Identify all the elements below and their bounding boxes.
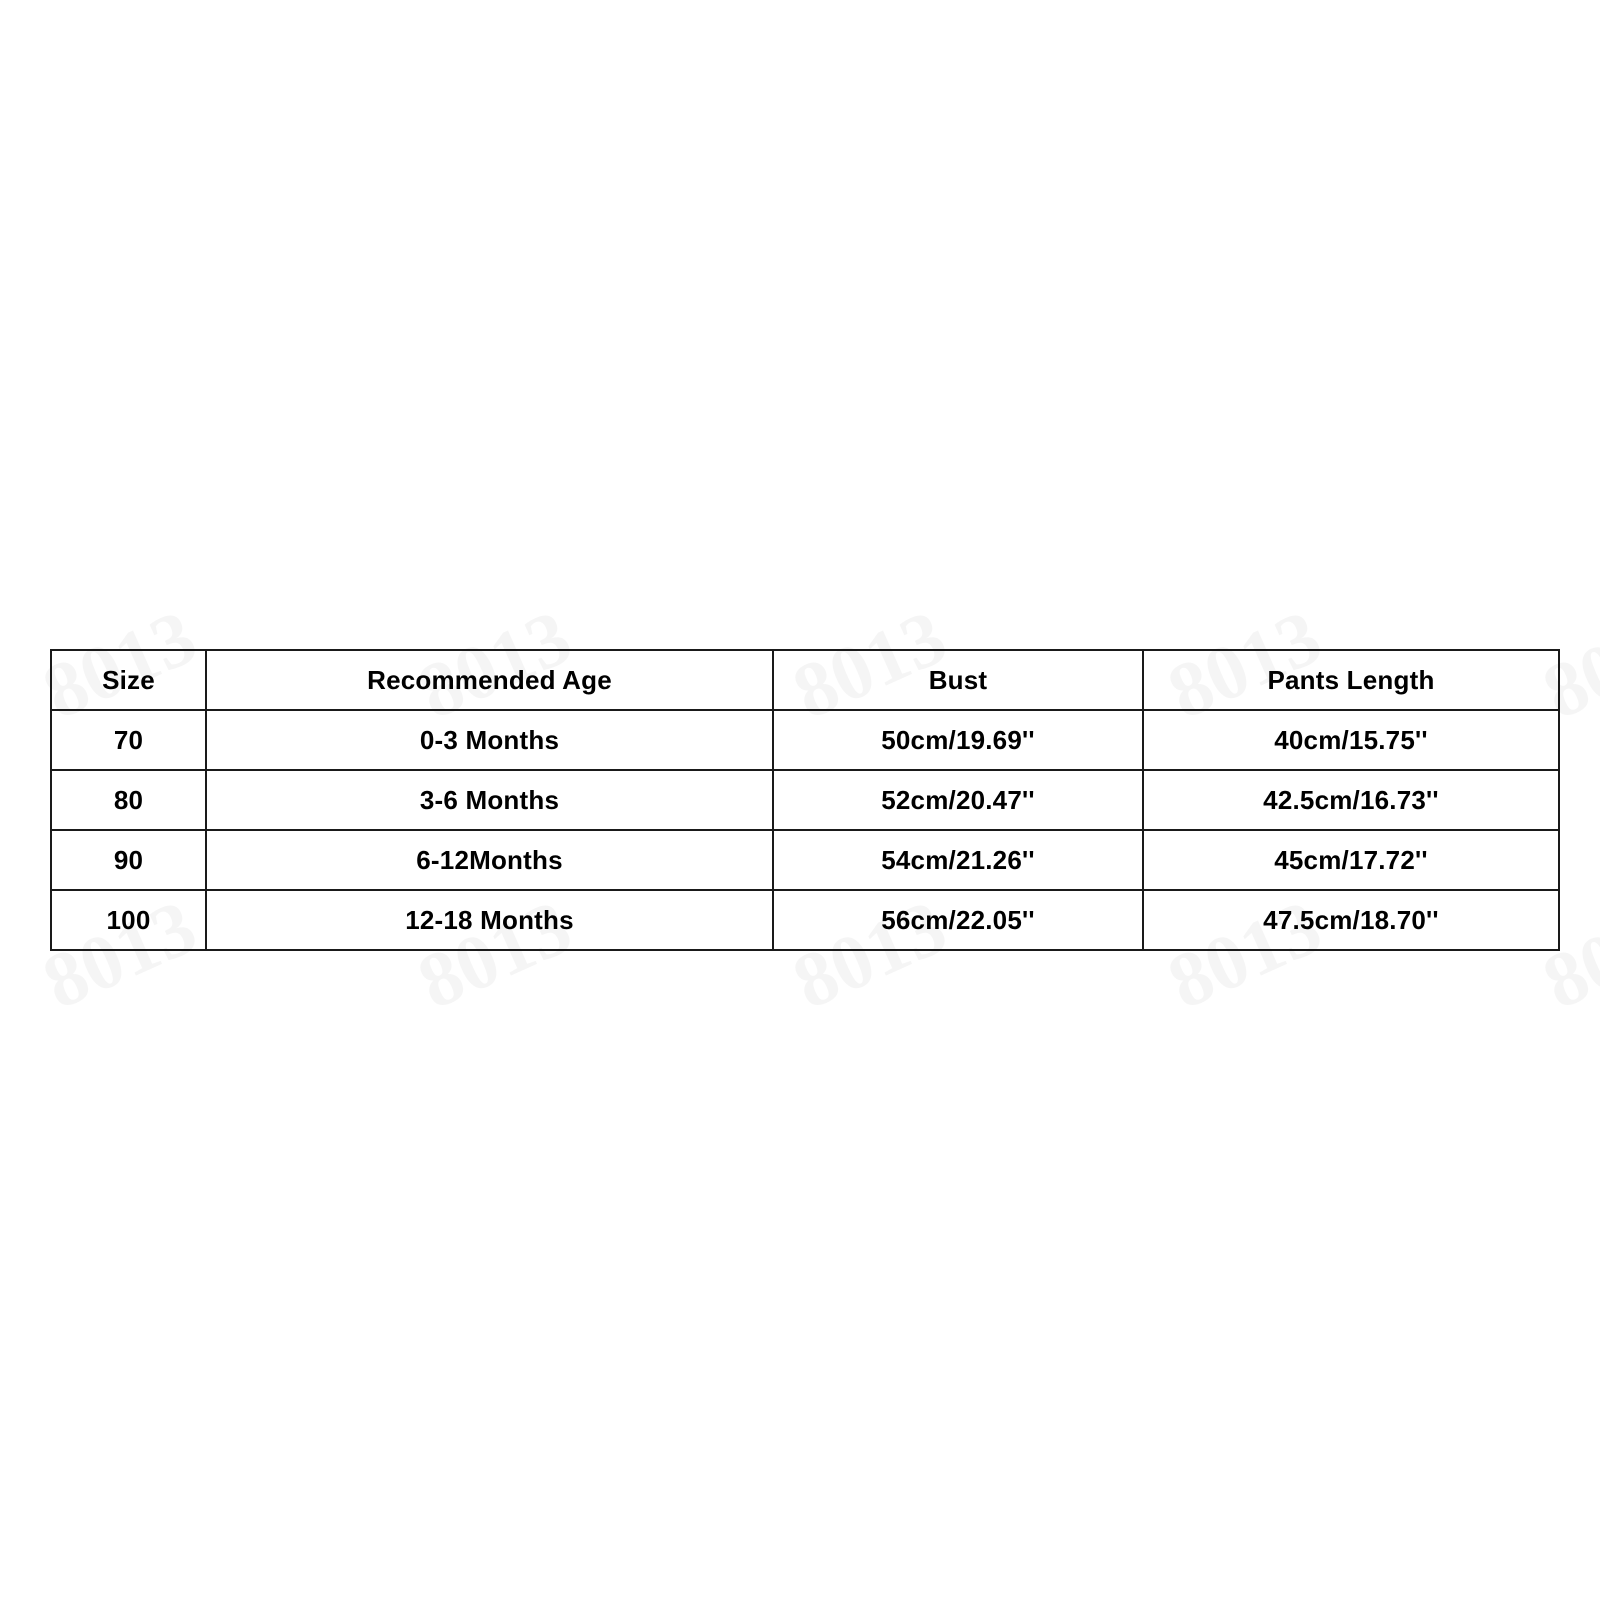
size-chart-table bbox=[50, 649, 1560, 951]
cell-size: 100 bbox=[51, 890, 206, 950]
table-row bbox=[51, 830, 1559, 890]
table-row bbox=[51, 710, 1559, 770]
header-size: Size bbox=[51, 650, 206, 710]
cell-pants-length: 40cm/15.75'' bbox=[1143, 710, 1559, 770]
cell-bust: 56cm/22.05'' bbox=[773, 890, 1143, 950]
cell-recommended-age: 0-3 Months bbox=[206, 710, 773, 770]
table-row bbox=[51, 890, 1559, 950]
cell-pants-length: 47.5cm/18.70'' bbox=[1143, 890, 1559, 950]
table-header-row bbox=[51, 650, 1559, 710]
header-bust: Bust bbox=[773, 650, 1143, 710]
cell-recommended-age: 3-6 Months bbox=[206, 770, 773, 830]
cell-size: 90 bbox=[51, 830, 206, 890]
cell-bust: 52cm/20.47'' bbox=[773, 770, 1143, 830]
cell-recommended-age: 6-12Months bbox=[206, 830, 773, 890]
cell-size: 70 bbox=[51, 710, 206, 770]
cell-pants-length: 45cm/17.72'' bbox=[1143, 830, 1559, 890]
header-pants-length: Pants Length bbox=[1143, 650, 1559, 710]
cell-pants-length: 42.5cm/16.73'' bbox=[1143, 770, 1559, 830]
header-recommended-age: Recommended Age bbox=[206, 650, 773, 710]
cell-size: 80 bbox=[51, 770, 206, 830]
cell-recommended-age: 12-18 Months bbox=[206, 890, 773, 950]
table-row bbox=[51, 770, 1559, 830]
cell-bust: 50cm/19.69'' bbox=[773, 710, 1143, 770]
cell-bust: 54cm/21.26'' bbox=[773, 830, 1143, 890]
